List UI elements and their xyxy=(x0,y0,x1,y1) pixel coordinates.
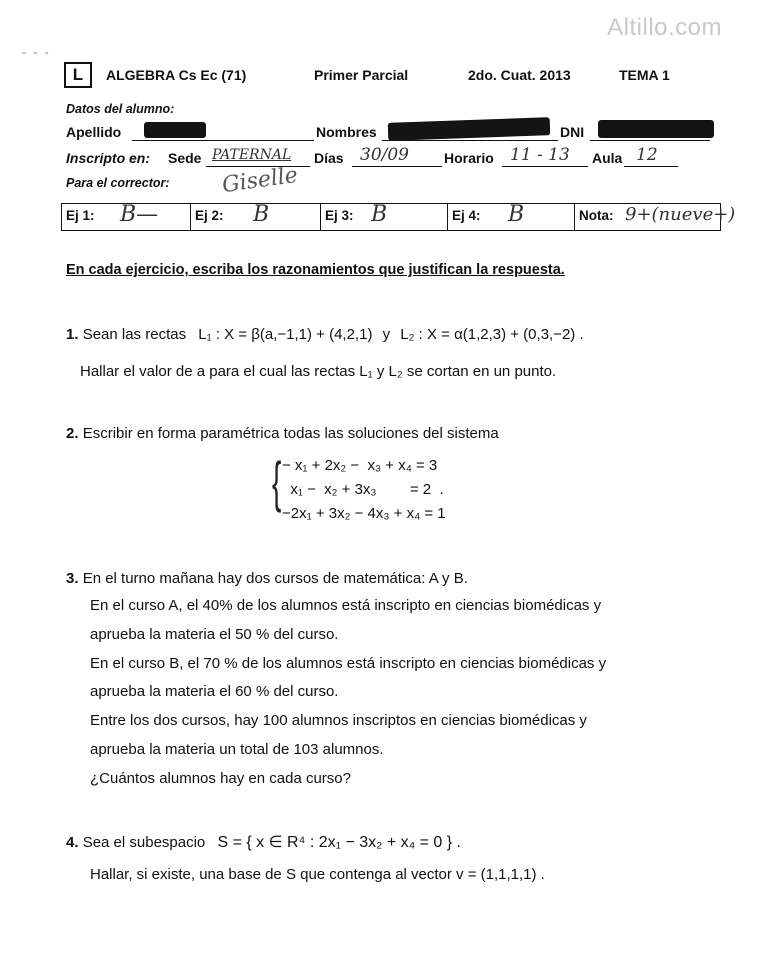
exam-header xyxy=(64,65,700,87)
q3-body xyxy=(90,592,606,794)
q3-line: ¿Cuántos alumnos hay en cada curso? xyxy=(90,769,351,787)
apellido-label: Apellido xyxy=(66,124,122,140)
q3-line: aprueba la materia el 60 % del curso. xyxy=(90,683,339,701)
grade-cell-ej1 xyxy=(62,204,191,230)
horario-label: Horario xyxy=(444,150,494,166)
grade-value: B— xyxy=(120,202,159,227)
grade-value: B xyxy=(508,202,525,227)
grade-cell-nota xyxy=(575,204,736,230)
question-number: 3. xyxy=(66,570,79,587)
corrector-label: Para el corrector: xyxy=(66,176,170,190)
redacted-apellido xyxy=(144,122,206,138)
subject-title: ALGEBRA Cs Ec (71) xyxy=(106,67,247,83)
dias-label: Días xyxy=(314,150,344,166)
exam-term: 2do. Cuat. 2013 xyxy=(468,67,571,83)
sede-label: Sede xyxy=(168,150,202,166)
watermark: Altillo.com xyxy=(607,14,722,41)
question-number: 1. xyxy=(66,326,79,343)
grade-cell-ej3 xyxy=(321,204,448,230)
grade-label: Ej 4: xyxy=(452,208,481,223)
redacted-dni xyxy=(598,120,714,138)
q1-line-l2: L₂ : X = α(1,2,3) + (0,3,−2) . xyxy=(400,326,584,343)
exam-code-box: L xyxy=(64,62,92,88)
q1-line-l1: L₁ : X = β(a,−1,1) + (4,2,1) xyxy=(198,326,373,343)
exam-name: Primer Parcial xyxy=(314,67,409,83)
dni-label: DNI xyxy=(560,124,585,140)
q3-line: aprueba la materia el 50 % del curso. xyxy=(90,625,339,643)
q4-subspace: S = { x ∈ R⁴ : 2x₁ − 3x₂ + x₄ = 0 } . xyxy=(217,834,461,851)
equation-system xyxy=(282,454,446,526)
exam-tema: TEMA 1 xyxy=(619,67,670,83)
aula-label: Aula xyxy=(592,150,623,166)
question-3 xyxy=(66,570,468,587)
equation-row: −2x₁ + 3x₂ − 4x₃ + x₄ = 1 xyxy=(282,505,446,522)
student-section-label: Datos del alumno: xyxy=(66,102,175,116)
question-number: 4. xyxy=(66,834,79,851)
q4-intro: Sea el subespacio xyxy=(82,834,206,851)
question-4 xyxy=(66,832,461,852)
q3-line: Entre los dos cursos, hay 100 alumnos inscriptos en ciencias biomédicas y xyxy=(90,712,587,730)
q3-line: aprueba la materia un total de 103 alumnos. xyxy=(90,740,384,758)
q1-statement: Hallar el valor de a para el cual las rectas L₁ y L₂ se cortan en un punto. xyxy=(80,363,557,380)
q3-line: En el turno mañana hay dos cursos de matemática: A y B. xyxy=(82,570,468,587)
grade-value: B xyxy=(371,202,388,227)
inscripto-label: Inscripto en: xyxy=(66,150,151,166)
question-1 xyxy=(66,326,584,343)
grade-cell-ej4 xyxy=(448,204,575,230)
scan-mark: - - - xyxy=(22,45,51,59)
q1-connector: y xyxy=(382,326,391,343)
grade-value: B xyxy=(253,202,270,227)
equation-row: − x₁ + 2x₂ − x₃ + x₄ = 3 xyxy=(282,457,438,474)
question-2 xyxy=(66,425,499,442)
grade-cell-ej2 xyxy=(191,204,321,230)
grade-label: Ej 3: xyxy=(325,208,354,223)
q3-line: En el curso A, el 40% de los alumnos está inscripto en ciencias biomédicas y xyxy=(90,597,602,614)
dias-value: 30/09 xyxy=(360,145,409,165)
corrector-signature: Giselle xyxy=(220,162,300,199)
grade-value: 9+(nueve+) xyxy=(625,204,736,225)
q3-line: En el curso B, el 70 % de los alumnos está inscripto en ciencias biomédicas y xyxy=(90,654,607,672)
equation-row: x₁ − x₂ + 3x₃ = 2 . xyxy=(282,481,444,498)
question-number: 2. xyxy=(66,425,79,442)
grade-label: Nota: xyxy=(579,208,614,223)
aula-value: 12 xyxy=(636,145,658,165)
q2-statement: Escribir en forma paramétrica todas las soluciones del sistema xyxy=(82,425,499,442)
grade-table xyxy=(61,202,736,231)
grade-label: Ej 1: xyxy=(66,208,95,223)
sede-value: PATERNAL xyxy=(212,147,292,163)
instruction: En cada ejercicio, escriba los razonamientos que justifican la respuesta. xyxy=(66,262,565,278)
nombres-label: Nombres xyxy=(316,124,377,140)
system-brace: { xyxy=(272,450,282,513)
q4-statement: Hallar, si existe, una base de S que contenga al vector v = (1,1,1,1) . xyxy=(90,866,545,883)
horario-value: 11 - 13 xyxy=(510,145,570,165)
q1-intro: Sean las rectas xyxy=(82,326,187,343)
grade-label: Ej 2: xyxy=(195,208,224,223)
